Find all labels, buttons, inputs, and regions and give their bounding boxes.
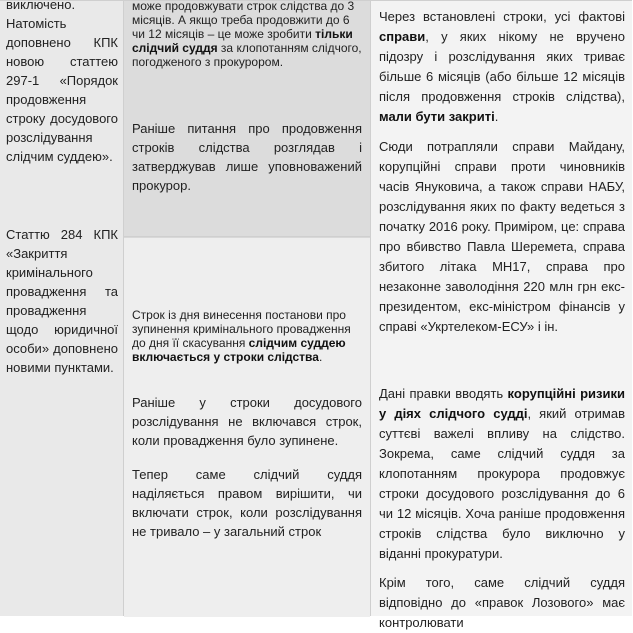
consequence-paragraph-2: Сюди потрапляли справи Майдану, корупційні справи проти чиновників часів Януковича, а також справи НАБУ, розслідування яких по факту ведеться з початку 2016 року. Приміром, це: справа про вбивство Павла Шеремета, справа збитого літака МН17, справа про незаконне заволодіння 220 млн грн екс-президентом, екс-міністром фінансів у справі «Укртелеком-ЕСУ» і ін. [379, 139, 625, 334]
rules-extension-paragraph: може продовжувати строк слідства до 3 місяців. А якщо треба продовжити до 6 чи 12 місяців – це може зробити тільки слідчий суддя за клопотанням слідчого, погодженого з прокурором. [132, 0, 362, 69]
rules-suspension-paragraph: Строк із дня винесення постанови про зупинення кримінального провадження до дня її скасування слідчим суддею включається у строки слідства. [132, 308, 351, 364]
rules-judge-decides-paragraph: Тепер саме слідчий суддя наділяється правом вирішити, чи включати строк, коли розслідування не тривало – у загальний строк [132, 467, 362, 539]
rules-block-suspension [124, 237, 370, 617]
column-new-rules [124, 1, 370, 616]
rules-block-extension [124, 1, 370, 237]
law-change-paragraph-1: виключено. Натомість доповнено КПК новою статтею 297-1 «Порядок продовження строку досудового розслідування слідчим суддею». [6, 0, 118, 164]
rules-previous-suspension-paragraph: Раніше у строки досудового розслідування не включався строк, коли провадження було зупинене. [132, 395, 362, 448]
consequence-paragraph-4: Крім того, саме слідчий суддя відповідно до «правок Лозового» має контролювати [379, 575, 625, 630]
column-law-changes [0, 1, 124, 616]
column-consequences [370, 1, 632, 630]
rules-previous-prosecutor-paragraph: Раніше питання про продовження строків слідства розглядав і затверджував лише уповноважений прокурор. [132, 121, 362, 193]
consequence-paragraph-1: Через встановлені строки, усі фактові справи, у яких нікому не вручено підозру і розслідування яких триває більше 6 місяців (або більше 12 місяців після продовження строків слідства), мали бути закриті. [379, 9, 625, 124]
consequence-paragraph-3: Дані правки вводять корупційні ризики у діях слідчого судді, який отримав суттєві важелі впливу на слідство. Зокрема, саме слідчий суддя за клопотанням прокурора продовжує строки досудового розслідування до 6 чи 12 місяців. Хоча раніше продовження строків слідства було виключно у віданні прокуратури. [379, 386, 625, 561]
law-change-paragraph-2: Статтю 284 КПК «Закриття кримінального провадження та провадження щодо юридичної особи» доповнено новими пунктами. [6, 227, 118, 375]
